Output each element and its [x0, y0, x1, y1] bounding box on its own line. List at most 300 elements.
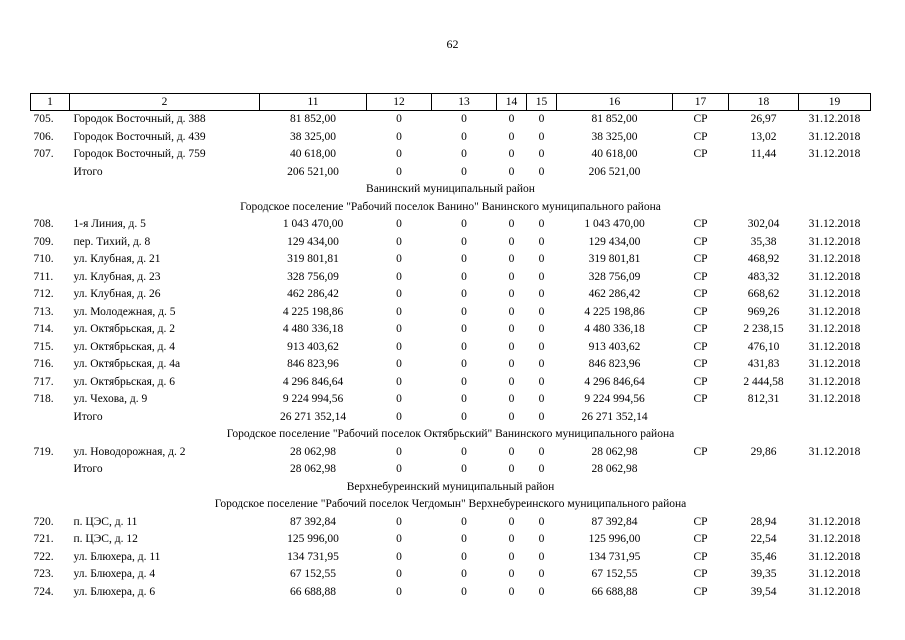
- fund-method-cell: СР: [693, 533, 708, 545]
- fund-method-cell: СР: [693, 218, 708, 230]
- deadline-cell: [799, 409, 871, 427]
- cost-other-cell: 0: [538, 585, 545, 598]
- table-row: [31, 146, 871, 164]
- cost-regional-cell: 0: [461, 130, 467, 143]
- cost-other-cell: 0: [538, 445, 545, 458]
- area-cell: 22,54: [750, 533, 777, 545]
- cost-federal-cell: 0: [396, 445, 402, 458]
- row-number-cell: [31, 164, 70, 182]
- cost-other-cell: 0: [538, 235, 545, 248]
- row-number-cell: 712.: [33, 288, 54, 300]
- area-cell: 39,35: [750, 568, 777, 580]
- cost-local-cell: 0: [508, 393, 515, 405]
- cost-federal-cell: 0: [396, 113, 402, 125]
- cost-federal-cell: 0: [396, 323, 402, 335]
- row-number-cell: 724.: [33, 585, 54, 598]
- cost-other-cell: 0: [538, 253, 545, 265]
- area-cell: 26,97: [750, 113, 777, 125]
- cost-regional-cell: 0: [461, 358, 467, 370]
- cost-regional-cell: 0: [461, 340, 467, 353]
- fund-method-cell: [673, 409, 729, 427]
- address-cell: ул. Клубная, д. 23: [73, 270, 161, 283]
- cost-regional-cell: 0: [461, 270, 467, 283]
- area-cell: 969,26: [747, 305, 780, 318]
- header-cell: 16: [557, 94, 673, 111]
- header-cell: 14: [497, 94, 527, 111]
- cost-federal-cell: 0: [396, 218, 402, 230]
- cost-local-cell: 0: [508, 305, 515, 318]
- cost-local-cell: 0: [508, 288, 515, 300]
- cost-regional-cell: 0: [461, 585, 467, 598]
- table-row: [31, 584, 871, 602]
- cost-sum-cell: 462 286,42: [588, 288, 641, 300]
- cost-total-cell: 9 224 994,56: [282, 393, 344, 405]
- row-number-cell: 705.: [33, 113, 54, 125]
- address-cell: ул. Октябрьская, д. 4: [73, 340, 175, 353]
- address-cell: ул. Октябрьская, д. 2: [73, 323, 175, 335]
- cost-federal-cell: 0: [396, 463, 402, 475]
- cost-sum-cell: 26 271 352,14: [581, 410, 648, 423]
- table-row: [31, 549, 871, 567]
- cost-other-cell: 0: [538, 340, 545, 353]
- cost-total-cell: 81 852,00: [290, 113, 336, 125]
- cost-federal-cell: 0: [396, 568, 402, 580]
- cost-total-cell: 4 296 846,64: [282, 375, 344, 388]
- address-cell: ул. Чехова, д. 9: [73, 393, 148, 405]
- deadline-cell: 31.12.2018: [808, 375, 861, 388]
- deadline-cell: 31.12.2018: [808, 340, 861, 353]
- cost-regional-cell: 0: [461, 375, 467, 388]
- cost-sum-cell: 134 731,95: [588, 550, 641, 563]
- cost-regional-cell: 0: [461, 253, 467, 265]
- address-cell: ул. Клубная, д. 26: [73, 288, 161, 300]
- row-number-cell: 709.: [33, 235, 54, 248]
- total-row: [31, 409, 871, 427]
- deadline-cell: 31.12.2018: [808, 113, 861, 125]
- row-number-cell: 723.: [33, 568, 54, 580]
- section-row: [31, 181, 871, 199]
- cost-total-cell: 1 043 470,00: [282, 218, 344, 230]
- fund-method-cell: СР: [693, 288, 708, 300]
- cost-federal-cell: 0: [396, 270, 402, 283]
- cost-local-cell: 0: [508, 410, 515, 423]
- cost-other-cell: 0: [538, 358, 545, 370]
- cost-local-cell: 0: [508, 253, 515, 265]
- cost-sum-cell: 319 801,81: [588, 253, 641, 265]
- row-number-cell: 720.: [33, 515, 54, 528]
- address-cell: п. ЦЭС, д. 11: [73, 515, 138, 528]
- area-cell: 2 444,58: [743, 375, 784, 388]
- deadline-cell: 31.12.2018: [808, 288, 861, 300]
- cost-sum-cell: 66 688,88: [591, 585, 638, 598]
- cost-federal-cell: 0: [396, 165, 402, 178]
- header-cell: 19: [799, 94, 871, 111]
- cost-other-cell: 0: [538, 323, 545, 335]
- row-number-cell: 710.: [33, 253, 54, 265]
- fund-method-cell: СР: [693, 270, 708, 283]
- cost-sum-cell: 28 062,98: [591, 445, 638, 458]
- cost-other-cell: 0: [538, 410, 545, 423]
- table-row: [31, 269, 871, 287]
- cost-sum-cell: 38 325,00: [591, 130, 638, 143]
- cost-local-cell: 0: [508, 148, 515, 160]
- address-cell: ул. Октябрьская, д. 6: [73, 375, 175, 388]
- cost-local-cell: 0: [508, 358, 515, 370]
- cost-federal-cell: 0: [396, 288, 402, 300]
- cost-total-cell: 328 756,09: [287, 270, 339, 283]
- cost-sum-cell: 4 296 846,64: [584, 375, 645, 388]
- table-body: [31, 111, 871, 602]
- cost-federal-cell: 0: [396, 585, 402, 598]
- cost-sum-cell: 206 521,00: [588, 165, 641, 178]
- cost-sum-cell: 28 062,98: [591, 463, 638, 475]
- address-cell: ул. Блюхера, д. 6: [73, 585, 156, 598]
- cost-regional-cell: 0: [461, 445, 467, 458]
- cost-local-cell: 0: [508, 270, 515, 283]
- section-row: [31, 496, 871, 514]
- area-cell: 468,92: [747, 253, 780, 265]
- total-row: [31, 461, 871, 479]
- table-row: [31, 216, 871, 234]
- cost-total-cell: 28 062,98: [290, 445, 336, 458]
- cost-regional-cell: 0: [461, 288, 467, 300]
- table-row: [31, 251, 871, 269]
- row-number-cell: 706.: [33, 130, 54, 143]
- row-number-cell: 713.: [33, 305, 54, 318]
- cost-regional-cell: 0: [461, 148, 467, 160]
- deadline-cell: 31.12.2018: [808, 305, 861, 318]
- cost-local-cell: 0: [508, 218, 515, 230]
- cost-total-cell: 134 731,95: [287, 550, 339, 563]
- cost-federal-cell: 0: [396, 253, 402, 265]
- area-cell: 11,44: [750, 148, 777, 160]
- cost-other-cell: 0: [538, 148, 545, 160]
- cost-regional-cell: 0: [461, 410, 467, 423]
- row-number-cell: 719.: [33, 445, 54, 458]
- cost-regional-cell: 0: [461, 218, 467, 230]
- table-row: [31, 304, 871, 322]
- table-row: [31, 286, 871, 304]
- cost-local-cell: 0: [508, 165, 515, 178]
- cost-local-cell: 0: [508, 235, 515, 248]
- area-cell: 302,04: [747, 218, 780, 230]
- area-cell: 13,02: [750, 130, 777, 143]
- deadline-cell: [799, 461, 871, 479]
- cost-sum-cell: 328 756,09: [588, 270, 641, 283]
- deadline-cell: 31.12.2018: [808, 148, 861, 160]
- cost-regional-cell: 0: [461, 463, 467, 475]
- address-cell: п. ЦЭС, д. 12: [73, 533, 138, 545]
- row-number-cell: [31, 461, 70, 479]
- deadline-cell: 31.12.2018: [808, 358, 861, 370]
- cost-sum-cell: 129 434,00: [588, 235, 641, 248]
- cost-regional-cell: 0: [461, 515, 467, 528]
- row-number-cell: 718.: [33, 393, 54, 405]
- cost-regional-cell: 0: [461, 393, 467, 405]
- header-cell: 12: [367, 94, 432, 111]
- fund-method-cell: СР: [693, 550, 708, 563]
- cost-total-cell: 125 996,00: [287, 533, 339, 545]
- fund-method-cell: СР: [693, 358, 708, 370]
- row-number-cell: 715.: [33, 340, 54, 353]
- cost-federal-cell: 0: [396, 533, 402, 545]
- cost-total-cell: 67 152,55: [290, 568, 336, 580]
- table-row: [31, 234, 871, 252]
- header-cell: 11: [260, 94, 367, 111]
- cost-other-cell: 0: [538, 270, 545, 283]
- address-cell: Итого: [73, 463, 103, 475]
- cost-federal-cell: 0: [396, 375, 402, 388]
- address-cell: ул. Клубная, д. 21: [73, 253, 161, 265]
- address-cell: ул. Блюхера, д. 11: [73, 550, 161, 563]
- section-row: [31, 426, 871, 444]
- deadline-cell: 31.12.2018: [808, 533, 861, 545]
- header-cell: 1: [31, 94, 70, 111]
- fund-method-cell: СР: [693, 148, 708, 160]
- row-number-cell: 721.: [33, 533, 54, 545]
- section-title: Верхнебуреинский муниципальный район: [346, 480, 555, 493]
- address-cell: Итого: [73, 165, 103, 178]
- table-row: [31, 321, 871, 339]
- register-table: [30, 93, 871, 601]
- fund-method-cell: СР: [693, 235, 708, 248]
- cost-federal-cell: 0: [396, 410, 402, 423]
- area-cell: 28,94: [750, 515, 777, 528]
- cost-regional-cell: 0: [461, 550, 467, 563]
- area-cell: 39,54: [750, 585, 777, 598]
- cost-other-cell: 0: [538, 550, 545, 563]
- deadline-cell: 31.12.2018: [808, 550, 861, 563]
- fund-method-cell: СР: [693, 130, 708, 143]
- row-number-cell: 722.: [33, 550, 54, 563]
- cost-sum-cell: 4 480 336,18: [584, 323, 645, 335]
- row-number-cell: 717.: [33, 375, 54, 388]
- page-number: 62: [446, 37, 459, 51]
- cost-regional-cell: 0: [461, 305, 467, 318]
- area-cell: 35,38: [750, 235, 777, 248]
- cost-federal-cell: 0: [396, 305, 402, 318]
- table-header: [31, 94, 871, 111]
- cost-total-cell: 129 434,00: [287, 235, 339, 248]
- header-row: [31, 94, 871, 111]
- table-row: [31, 129, 871, 147]
- cost-total-cell: 26 271 352,14: [279, 410, 347, 423]
- address-cell: Итого: [73, 410, 103, 423]
- row-number-cell: 711.: [33, 270, 54, 283]
- header-cell: 17: [673, 94, 729, 111]
- fund-method-cell: СР: [693, 515, 708, 528]
- deadline-cell: 31.12.2018: [808, 270, 861, 283]
- cost-local-cell: 0: [508, 323, 515, 335]
- cost-sum-cell: 81 852,00: [591, 113, 638, 125]
- header-cell: 13: [432, 94, 497, 111]
- fund-method-cell: СР: [693, 305, 708, 318]
- row-number-cell: 708.: [33, 218, 54, 230]
- table-row: [31, 531, 871, 549]
- cost-local-cell: 0: [508, 445, 515, 458]
- cost-sum-cell: 913 403,62: [588, 340, 641, 353]
- fund-method-cell: СР: [693, 113, 708, 125]
- deadline-cell: 31.12.2018: [808, 585, 861, 598]
- row-number-cell: 716.: [33, 358, 54, 370]
- address-cell: ул. Блюхера, д. 4: [73, 568, 156, 580]
- area-cell: [729, 461, 799, 479]
- row-number-cell: [31, 409, 70, 427]
- area-cell: 812,31: [747, 393, 780, 405]
- deadline-cell: 31.12.2018: [808, 393, 861, 405]
- cost-total-cell: 40 618,00: [290, 148, 336, 160]
- cost-federal-cell: 0: [396, 515, 402, 528]
- address-cell: ул. Новодорожная, д. 2: [73, 445, 186, 458]
- fund-method-cell: СР: [693, 585, 708, 598]
- cost-local-cell: 0: [508, 130, 515, 143]
- table-row: [31, 566, 871, 584]
- cost-total-cell: 66 688,88: [290, 585, 336, 598]
- cost-other-cell: 0: [538, 533, 545, 545]
- cost-total-cell: 846 823,96: [287, 358, 339, 370]
- cost-other-cell: 0: [538, 393, 545, 405]
- area-cell: 2 238,15: [743, 323, 784, 335]
- section-row: [31, 199, 871, 217]
- area-cell: 35,46: [750, 550, 777, 563]
- cost-total-cell: 206 521,00: [287, 165, 339, 178]
- cost-other-cell: 0: [538, 165, 545, 178]
- address-cell: Городок Восточный, д. 759: [73, 148, 206, 160]
- deadline-cell: 31.12.2018: [808, 235, 861, 248]
- cost-local-cell: 0: [508, 550, 515, 563]
- table-row: [31, 514, 871, 532]
- cost-federal-cell: 0: [396, 340, 402, 353]
- cost-federal-cell: 0: [396, 550, 402, 563]
- address-cell: Городок Восточный, д. 388: [73, 113, 206, 125]
- area-cell: [729, 409, 799, 427]
- cost-other-cell: 0: [538, 463, 545, 475]
- fund-method-cell: СР: [693, 340, 708, 353]
- cost-sum-cell: 87 392,84: [591, 515, 638, 528]
- section-title: Ванинский муниципальный район: [366, 183, 535, 195]
- cost-regional-cell: 0: [461, 165, 467, 178]
- cost-total-cell: 319 801,81: [287, 253, 339, 265]
- fund-method-cell: [673, 164, 729, 182]
- cost-other-cell: 0: [538, 113, 545, 125]
- fund-method-cell: [673, 461, 729, 479]
- cost-sum-cell: 4 225 198,86: [584, 305, 645, 318]
- cost-sum-cell: 67 152,55: [591, 568, 638, 580]
- table-row: [31, 391, 871, 409]
- cost-local-cell: 0: [508, 463, 515, 475]
- cost-other-cell: 0: [538, 130, 545, 143]
- deadline-cell: 31.12.2018: [808, 568, 861, 580]
- area-cell: 668,62: [747, 288, 780, 300]
- cost-sum-cell: 846 823,96: [588, 358, 641, 370]
- address-cell: 1-я Линия, д. 5: [73, 218, 146, 230]
- cost-other-cell: 0: [538, 375, 545, 388]
- deadline-cell: 31.12.2018: [808, 515, 861, 528]
- area-cell: [729, 164, 799, 182]
- address-cell: ул. Молодежная, д. 5: [73, 305, 176, 318]
- section-title: Городское поселение "Рабочий поселок Ванино" Ванинского муниципального района: [240, 200, 661, 213]
- cost-other-cell: 0: [538, 305, 545, 318]
- cost-total-cell: 28 062,98: [290, 463, 336, 475]
- area-cell: 476,10: [747, 340, 780, 353]
- table-row: [31, 111, 871, 129]
- cost-sum-cell: 1 043 470,00: [584, 218, 645, 230]
- cost-sum-cell: 40 618,00: [591, 148, 638, 160]
- cost-sum-cell: 9 224 994,56: [584, 393, 645, 405]
- area-cell: 431,83: [747, 358, 780, 370]
- header-cell: 2: [70, 94, 260, 111]
- table-row: [31, 444, 871, 462]
- section-row: [31, 479, 871, 497]
- cost-regional-cell: 0: [461, 323, 467, 335]
- deadline-cell: 31.12.2018: [808, 323, 861, 335]
- fund-method-cell: СР: [693, 393, 708, 405]
- address-cell: ул. Октябрьская, д. 4а: [73, 358, 181, 370]
- cost-regional-cell: 0: [461, 533, 467, 545]
- total-row: [31, 164, 871, 182]
- header-cell: 18: [729, 94, 799, 111]
- cost-federal-cell: 0: [396, 393, 402, 405]
- fund-method-cell: СР: [693, 323, 708, 335]
- section-title: Городское поселение "Рабочий поселок Октябрьский" Ванинского муниципального района: [226, 428, 675, 440]
- cost-total-cell: 4 480 336,18: [282, 323, 344, 335]
- area-cell: 29,86: [750, 445, 777, 458]
- cost-regional-cell: 0: [461, 113, 467, 125]
- deadline-cell: 31.12.2018: [808, 445, 861, 458]
- header-cell: 15: [527, 94, 557, 111]
- deadline-cell: 31.12.2018: [808, 130, 861, 143]
- row-number-cell: 714.: [33, 323, 54, 335]
- fund-method-cell: СР: [693, 375, 708, 388]
- cost-total-cell: 913 403,62: [287, 340, 339, 353]
- cost-local-cell: 0: [508, 113, 515, 125]
- cost-federal-cell: 0: [396, 130, 402, 143]
- section-title: Городское поселение "Рабочий поселок Чегдомын" Верхнебуреинского муниципального района: [214, 498, 687, 510]
- cost-federal-cell: 0: [396, 235, 402, 248]
- cost-regional-cell: 0: [461, 568, 467, 580]
- cost-sum-cell: 125 996,00: [588, 533, 641, 545]
- cost-other-cell: 0: [538, 568, 545, 580]
- cost-regional-cell: 0: [461, 235, 467, 248]
- cost-federal-cell: 0: [396, 358, 402, 370]
- cost-other-cell: 0: [538, 288, 545, 300]
- fund-method-cell: СР: [693, 568, 708, 580]
- cost-local-cell: 0: [508, 533, 515, 545]
- address-cell: Городок Восточный, д. 439: [73, 130, 206, 143]
- deadline-cell: 31.12.2018: [808, 218, 861, 230]
- address-cell: пер. Тихий, д. 8: [73, 235, 151, 248]
- area-cell: 483,32: [747, 270, 780, 283]
- cost-other-cell: 0: [538, 218, 545, 230]
- cost-local-cell: 0: [508, 568, 515, 580]
- deadline-cell: [799, 164, 871, 182]
- table-row: [31, 339, 871, 357]
- cost-total-cell: 87 392,84: [290, 515, 336, 528]
- cost-total-cell: 38 325,00: [290, 130, 336, 143]
- cost-local-cell: 0: [508, 375, 515, 388]
- row-number-cell: 707.: [33, 148, 54, 160]
- cost-other-cell: 0: [538, 515, 545, 528]
- deadline-cell: 31.12.2018: [808, 253, 861, 265]
- cost-local-cell: 0: [508, 515, 515, 528]
- table-row: [31, 374, 871, 392]
- table-row: [31, 356, 871, 374]
- fund-method-cell: СР: [693, 253, 708, 265]
- cost-total-cell: 4 225 198,86: [282, 305, 344, 318]
- cost-local-cell: 0: [508, 585, 515, 598]
- cost-federal-cell: 0: [396, 148, 402, 160]
- fund-method-cell: СР: [693, 445, 708, 458]
